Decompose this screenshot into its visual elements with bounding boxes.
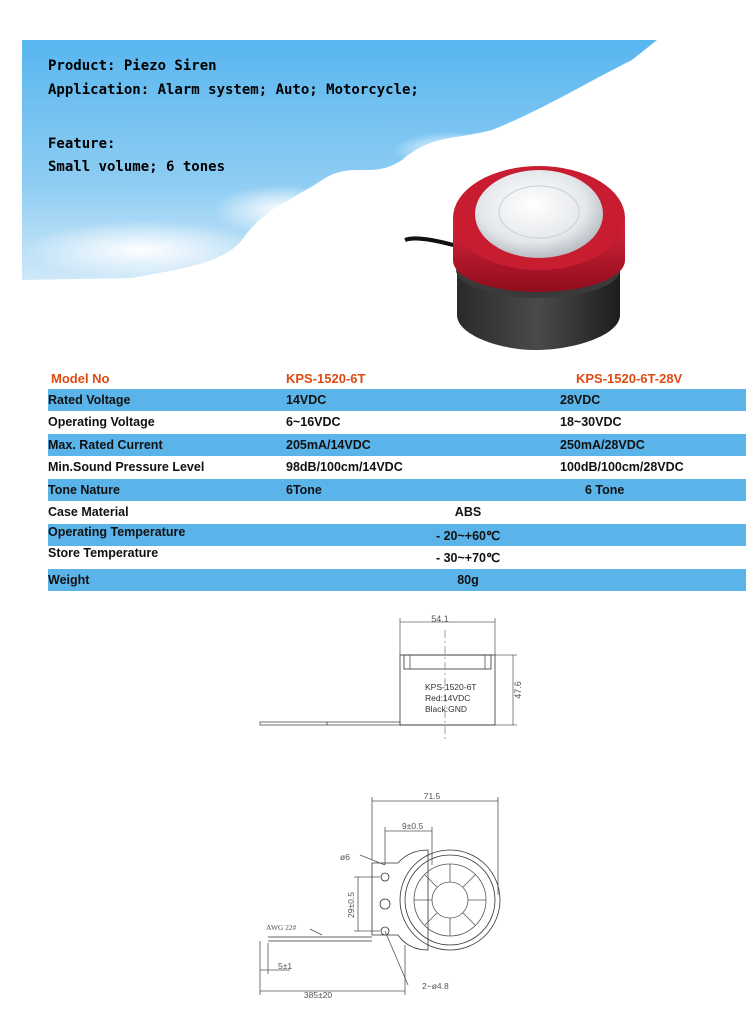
dim-offset: 9±0.5 [402, 821, 424, 831]
row-label: Max. Rated Current [48, 437, 163, 452]
table-row [48, 479, 746, 502]
application-text: Application: Alarm system; Auto; Motorcycle; [48, 82, 419, 98]
row-label: Rated Voltage [48, 392, 131, 407]
row-value-2: 28VDC [560, 392, 601, 407]
row-value-merged: ABS [454, 505, 482, 519]
top-view-drawing [250, 785, 520, 1005]
row-label: Min.Sound Pressure Level [48, 460, 205, 474]
side-view-drawing [255, 610, 535, 745]
specification-table [48, 366, 746, 591]
dim-height: 47.6 [513, 681, 523, 699]
table-row [48, 524, 746, 547]
row-label: Operating Temperature [48, 524, 186, 539]
row-value-2: 6 Tone [585, 482, 625, 497]
table-header-row [48, 366, 746, 389]
row-value-2: 100dB/100cm/28VDC [560, 460, 684, 474]
dim-mount-holes: 2−ø4.8 [422, 981, 449, 991]
row-value-1: 6~16VDC [286, 415, 341, 429]
table-row [48, 411, 746, 434]
header-model-1: KPS-1520-6T [286, 371, 366, 386]
feature-title: Feature: [48, 136, 116, 152]
row-label: Operating Voltage [48, 415, 155, 429]
dim-spacing: 29±0.5 [346, 892, 356, 918]
row-label: Tone Nature [48, 482, 120, 497]
dim-wire-length: 385±20 [303, 990, 333, 1000]
drawing-label-model: KPS-1520-6T [425, 682, 477, 692]
row-value-2: 250mA/28VDC [560, 437, 645, 452]
header-model-2: KPS-1520-6T-28V [576, 371, 683, 386]
row-value-1: 6Tone [286, 482, 322, 497]
row-value-1: 98dB/100cm/14VDC [286, 460, 403, 474]
row-value-merged: 80g [457, 572, 479, 587]
wire-gauge: AWG 22# [266, 923, 297, 932]
row-label: Store Temperature [48, 546, 159, 560]
drawing-label-red: Red:14VDC [425, 693, 471, 703]
row-value-1: 14VDC [286, 392, 327, 407]
row-value-merged: - 20~+60℃ [435, 528, 501, 543]
table-row [48, 434, 746, 457]
dim-hole: ø6 [340, 852, 350, 862]
table-row [48, 389, 746, 412]
row-label: Case Material [48, 505, 129, 519]
table-row [48, 456, 746, 479]
drawing-label-black: Black:GND [425, 704, 468, 714]
piezo-siren-photo [395, 140, 645, 360]
header-label: Model No [51, 371, 110, 386]
dim-strip: 5±1 [278, 961, 293, 971]
table-row [48, 546, 746, 569]
table-row [48, 501, 746, 524]
product-name: Product: Piezo Siren [48, 58, 217, 74]
row-value-2: 18~30VDC [560, 415, 622, 429]
feature-text: Small volume; 6 tones [48, 159, 226, 175]
dim-width: 54.1 [431, 614, 449, 624]
dim-total-width: 71.5 [423, 791, 441, 801]
table-row [48, 569, 746, 592]
row-value-1: 205mA/14VDC [286, 437, 371, 452]
row-value-merged: - 30~+70℃ [435, 551, 501, 565]
row-label: Weight [48, 572, 90, 587]
